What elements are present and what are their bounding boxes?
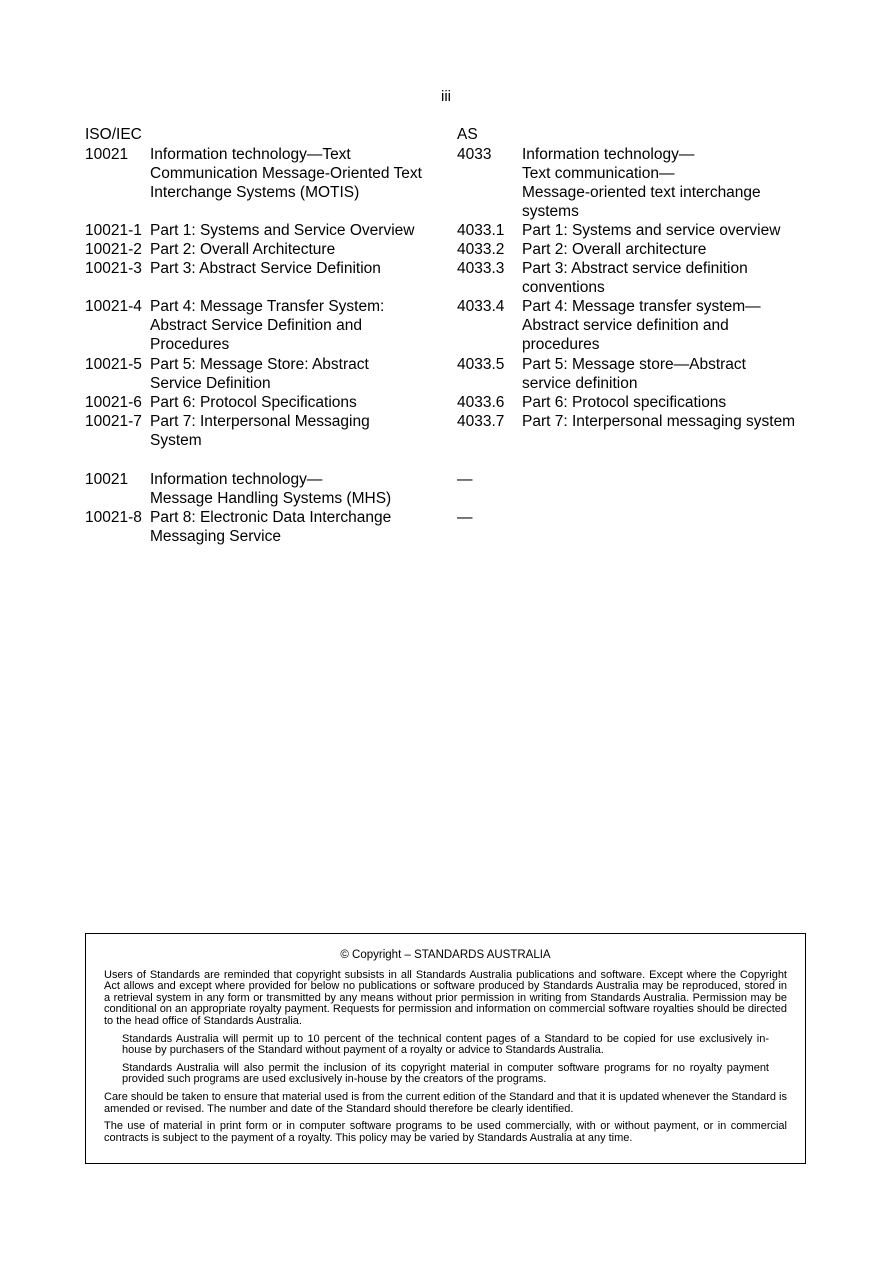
table-row xyxy=(85,393,822,412)
iso-number: 10021-7 xyxy=(85,413,142,430)
as-column-header: AS xyxy=(457,126,478,143)
as-title: Part 5: Message store—Abstract service definition xyxy=(522,356,746,392)
as-number: 4033.2 xyxy=(457,241,505,258)
iso-number: 10021-3 xyxy=(85,260,142,277)
iso-column-header: ISO/IEC xyxy=(85,126,142,143)
iso-number: 10021-2 xyxy=(85,241,142,258)
as-number: — xyxy=(457,509,473,526)
table-row xyxy=(85,412,822,450)
iso-number: 10021-1 xyxy=(85,222,142,239)
iso-number: 10021-8 xyxy=(85,509,142,526)
iso-number: 10021 xyxy=(85,471,129,488)
table-row xyxy=(85,240,822,259)
as-title: Part 6: Protocol specifications xyxy=(522,394,727,411)
iso-title: Part 7: Interpersonal Messaging System xyxy=(150,413,370,449)
iso-number: 10021-4 xyxy=(85,298,142,315)
as-number: 4033.7 xyxy=(457,413,505,430)
as-title: Information technology— Text communication— Message-oriented text interchange systems xyxy=(522,146,761,220)
copyright-paragraph: Standards Australia will also permit the inclusion of its copyright material in computer software programs for no royalty payment provided such programs are used exclusively in-house by the creators of the programs. xyxy=(122,1061,769,1086)
copyright-paragraph: Standards Australia will permit up to 10 percent of the technical content pages of a Standard to be copied for use exclusively in-house by purchasers of the Standard without payment of a royalty or advice to Standards Australia. xyxy=(122,1032,769,1057)
iso-title: Part 1: Systems and Service Overview xyxy=(150,222,415,239)
table-row xyxy=(85,470,522,508)
iso-title: Part 4: Message Transfer System: Abstract Service Definition and Procedures xyxy=(150,298,385,353)
copyright-title: © Copyright – STANDARDS AUSTRALIA xyxy=(340,949,551,961)
copyright-notice xyxy=(85,933,806,1164)
copyright-paragraph: Users of Standards are reminded that copyright subsists in all Standards Australia publications and software. Except where the Copyright Act allows and except where provided for below no publications or software produced by Standards Australia may be reproduced, stored in a retrieval system in any form or transmitted by any means without prior permission in writing from Standards Australia. Permission may be conditional on an appropriate royalty payment. Requests for permission and information on commercial software royalties should be directed to the head office of Standards Australia. xyxy=(104,968,787,1027)
copyright-paragraph: The use of material in print form or in computer software programs to be used commercially, with or without payment, or in commercial contracts is subject to the payment of a royalty. This policy may be varied by Standards Australia at any time. xyxy=(104,1120,787,1144)
iso-title: Part 3: Abstract Service Definition xyxy=(150,260,381,277)
iso-title: Part 8: Electronic Data Interchange Messaging Service xyxy=(150,509,392,545)
as-number: 4033.6 xyxy=(457,394,505,411)
as-title: Part 3: Abstract service definition conventions xyxy=(522,260,748,296)
as-number: 4033.5 xyxy=(457,356,505,373)
iso-number: 10021-5 xyxy=(85,356,142,373)
table-row xyxy=(85,145,822,221)
table-row xyxy=(85,297,822,354)
table-row xyxy=(85,508,522,546)
iso-title: Part 2: Overall Architecture xyxy=(150,241,336,258)
iso-title: Part 6: Protocol Specifications xyxy=(150,394,357,411)
copyright-paragraph: Care should be taken to ensure that material used is from the current edition of the Standard and that it is updated whenever the Standard is amended or revised. The number and date of the Standard should therefore be clearly identified. xyxy=(104,1090,787,1115)
as-title: Part 7: Interpersonal messaging system xyxy=(522,413,796,430)
as-title: Part 1: Systems and service overview xyxy=(522,222,781,239)
iso-title: Information technology— Message Handling Systems (MHS) xyxy=(150,471,392,507)
as-title: Part 2: Overall architecture xyxy=(522,241,707,258)
as-number: 4033 xyxy=(457,146,492,163)
page-number: iii xyxy=(441,88,451,105)
table-row xyxy=(85,355,822,393)
as-number: — xyxy=(457,471,473,488)
iso-number: 10021 xyxy=(85,146,129,163)
iso-number: 10021-6 xyxy=(85,394,142,411)
as-number: 4033.3 xyxy=(457,260,505,277)
table-row xyxy=(85,259,822,297)
table-row xyxy=(85,221,822,240)
iso-title: Information technology—Text Communication Message-Oriented Text Interchange Systems (MOTIS) xyxy=(150,146,422,201)
iso-title: Part 5: Message Store: Abstract Service Definition xyxy=(150,356,369,392)
as-title: Part 4: Message transfer system— Abstract service definition and procedures xyxy=(522,298,761,353)
as-number: 4033.1 xyxy=(457,222,505,239)
as-number: 4033.4 xyxy=(457,298,505,315)
